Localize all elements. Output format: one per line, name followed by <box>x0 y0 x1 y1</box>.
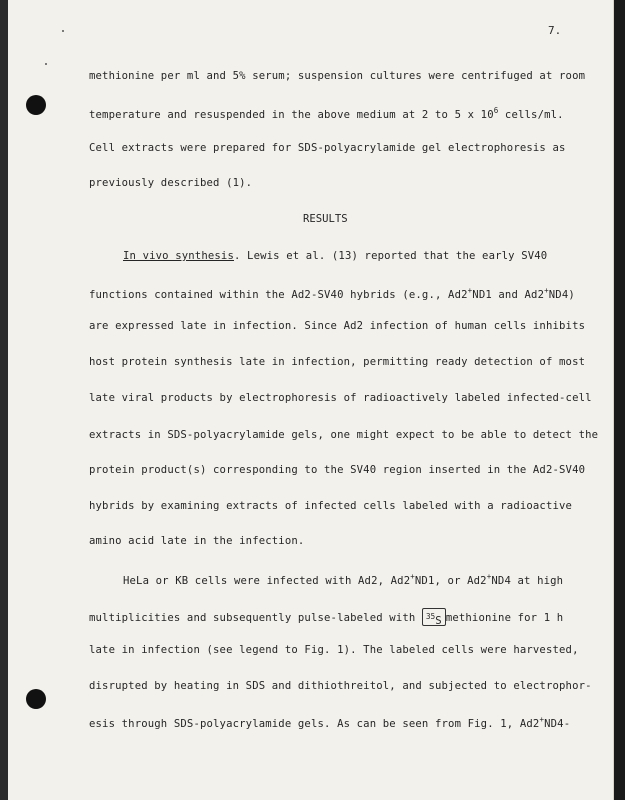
text-segment: ND1 and Ad2 <box>472 289 545 301</box>
text-line: protein product(s) corresponding to the SV40 region inserted in the Ad2-SV40 <box>89 464 586 476</box>
superscript: + <box>486 572 492 581</box>
text-segment: ND4 at high <box>491 575 564 587</box>
text-segment: multiplicities and subsequently pulse-labeled with <box>89 612 422 624</box>
paper-speck <box>45 63 47 65</box>
text-segment: ND4) <box>548 289 575 301</box>
text-line: are expressed late in infection. Since Ad2 infection of human cells inhibits <box>89 320 586 332</box>
text-segment: functions contained within the Ad2-SV40 hybrids (e.g., Ad2 <box>89 289 468 301</box>
text-line: previously described (1). <box>89 177 253 189</box>
text-line: late in infection (see legend to Fig. 1). The labeled cells were harvested, <box>89 644 579 656</box>
exponent: 6 <box>493 106 499 115</box>
text-line <box>89 106 564 121</box>
text-line: methionine per ml and 5% serum; suspension cultures were centrifuged at room <box>89 70 586 82</box>
text-line: host protein synthesis late in infection, permitting ready detection of most <box>89 356 586 368</box>
text-segment: HeLa or KB cells were infected with Ad2, Ad2 <box>123 575 411 587</box>
isotope-bracket <box>422 608 446 626</box>
text-segment: . Lewis et al. (13) reported that the early SV40 <box>233 250 548 262</box>
subsection-title: In vivo synthesis <box>123 250 234 262</box>
superscript: + <box>467 286 473 295</box>
text-line <box>89 608 563 626</box>
document-page <box>8 0 614 800</box>
superscript: + <box>539 715 545 724</box>
text-line <box>89 286 575 301</box>
text-segment: temperature and resuspended in the above medium at 2 to 5 x 10 <box>89 109 494 121</box>
isotope-symbol: S <box>435 615 442 627</box>
text-line: disrupted by heating in SDS and dithiothreitol, and subjected to electrophor- <box>89 680 592 692</box>
text-line: extracts in SDS-polyacrylamide gels, one might expect to be able to detect the <box>89 429 599 441</box>
text-line <box>123 572 563 587</box>
text-line: Cell extracts were prepared for SDS-polyacrylamide gel electrophoresis as <box>89 142 566 154</box>
text-segment: cells/ml. <box>498 109 564 121</box>
punch-hole-top <box>26 95 46 115</box>
text-line <box>123 250 547 262</box>
superscript: + <box>544 286 549 295</box>
text-line: late viral products by electrophoresis of radioactively labeled infected-cell <box>89 392 592 404</box>
text-segment: ND1, or Ad2 <box>414 575 487 587</box>
superscript: + <box>410 572 415 581</box>
paper-speck <box>62 30 64 32</box>
text-segment: ND4- <box>544 718 571 730</box>
section-heading: RESULTS <box>303 213 348 225</box>
text-line: amino acid late in the infection. <box>89 535 305 547</box>
text-segment: methionine for 1 h <box>445 612 564 624</box>
punch-hole-bottom <box>26 689 46 709</box>
text-line: hybrids by examining extracts of infected cells labeled with a radioactive <box>89 500 573 512</box>
isotope-mass: 35 <box>425 612 436 621</box>
text-line <box>89 715 570 730</box>
scan-edge <box>614 0 625 800</box>
page-number: 7. <box>548 24 562 37</box>
text-segment: esis through SDS-polyacrylamide gels. As can be seen from Fig. 1, Ad2 <box>89 718 540 730</box>
